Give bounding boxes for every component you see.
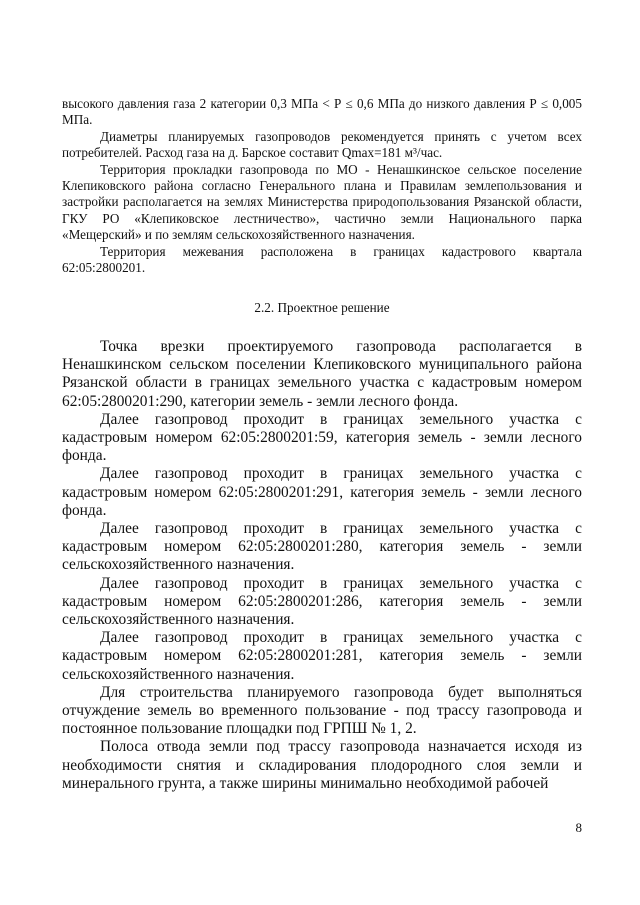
project-solution-section <box>62 338 582 793</box>
section-heading: 2.2. Проектное решение <box>254 300 390 315</box>
paragraph: Далее газопровод проходит в границах земельного участка с кадастровым номером 62:05:2800201:291, категория земель - земли лесного фонда. <box>62 465 582 519</box>
paragraph: Точка врезки проектируемого газопровода располагается в Ненашкинском сельском поселении Клепиковского муниципального района Рязанской области в границах земельного участка с кадастровым номером 62:05:2800201:290, категории земель - земли лесного фонда. <box>62 338 582 410</box>
paragraph: Диаметры планируемых газопроводов рекомендуется принять с учетом всех потребителей. Расход газа на д. Барское составит Qmax=181 м³/час. <box>62 128 582 161</box>
paragraph: Далее газопровод проходит в границах земельного участка с кадастровым номером 62:05:2800201:59, категория земель - земли лесного фонда. <box>62 410 582 465</box>
paragraph: высокого давления газа 2 категории 0,3 МПа < Р ≤ 0,6 МПа до низкого давления Р ≤ 0,005 МПа. <box>62 96 582 128</box>
intro-section <box>62 96 582 276</box>
paragraph: Полоса отвода земли под трассу газопровода назначается исходя из необходимости снятия и складирования плодородного слоя земли и минерального грунта, а также ширины минимально необходимой рабочей <box>62 738 582 792</box>
paragraph: Далее газопровод проходит в границах земельного участка с кадастровым номером 62:05:2800201:286, категория земель - земли сельскохозяйственного назначения. <box>62 574 582 629</box>
page-number: 8 <box>575 820 582 835</box>
paragraph: Для строительства планируемого газопровода будет выполняться отчуждение земель во временного пользование - под трассу газопровода и постоянное пользование площадки под ГРПШ № 1, 2. <box>62 683 582 738</box>
paragraph: Далее газопровод проходит в границах земельного участка с кадастровым номером 62:05:2800201:280, категория земель - земли сельскохозяйственного назначения. <box>62 520 582 574</box>
paragraph: Территория межевания расположена в границах кадастрового квартала 62:05:2800201. <box>62 243 582 276</box>
paragraph: Далее газопровод проходит в границах земельного участка с кадастровым номером 62:05:2800201:281, категория земель - земли сельскохозяйственного назначения. <box>62 629 582 683</box>
paragraph: Территория прокладки газопровода по МО - Ненашкинское сельское поселение Клепиковского района согласно Генерального плана и Правилам землепользования и застройки располагается на землях Министерства природопользования Рязанской области, ГКУ РО «Клепиковское лестничество», частично земли Национального парка «Мещерский» и по землям сельскохозяйственного назначения. <box>62 161 582 243</box>
